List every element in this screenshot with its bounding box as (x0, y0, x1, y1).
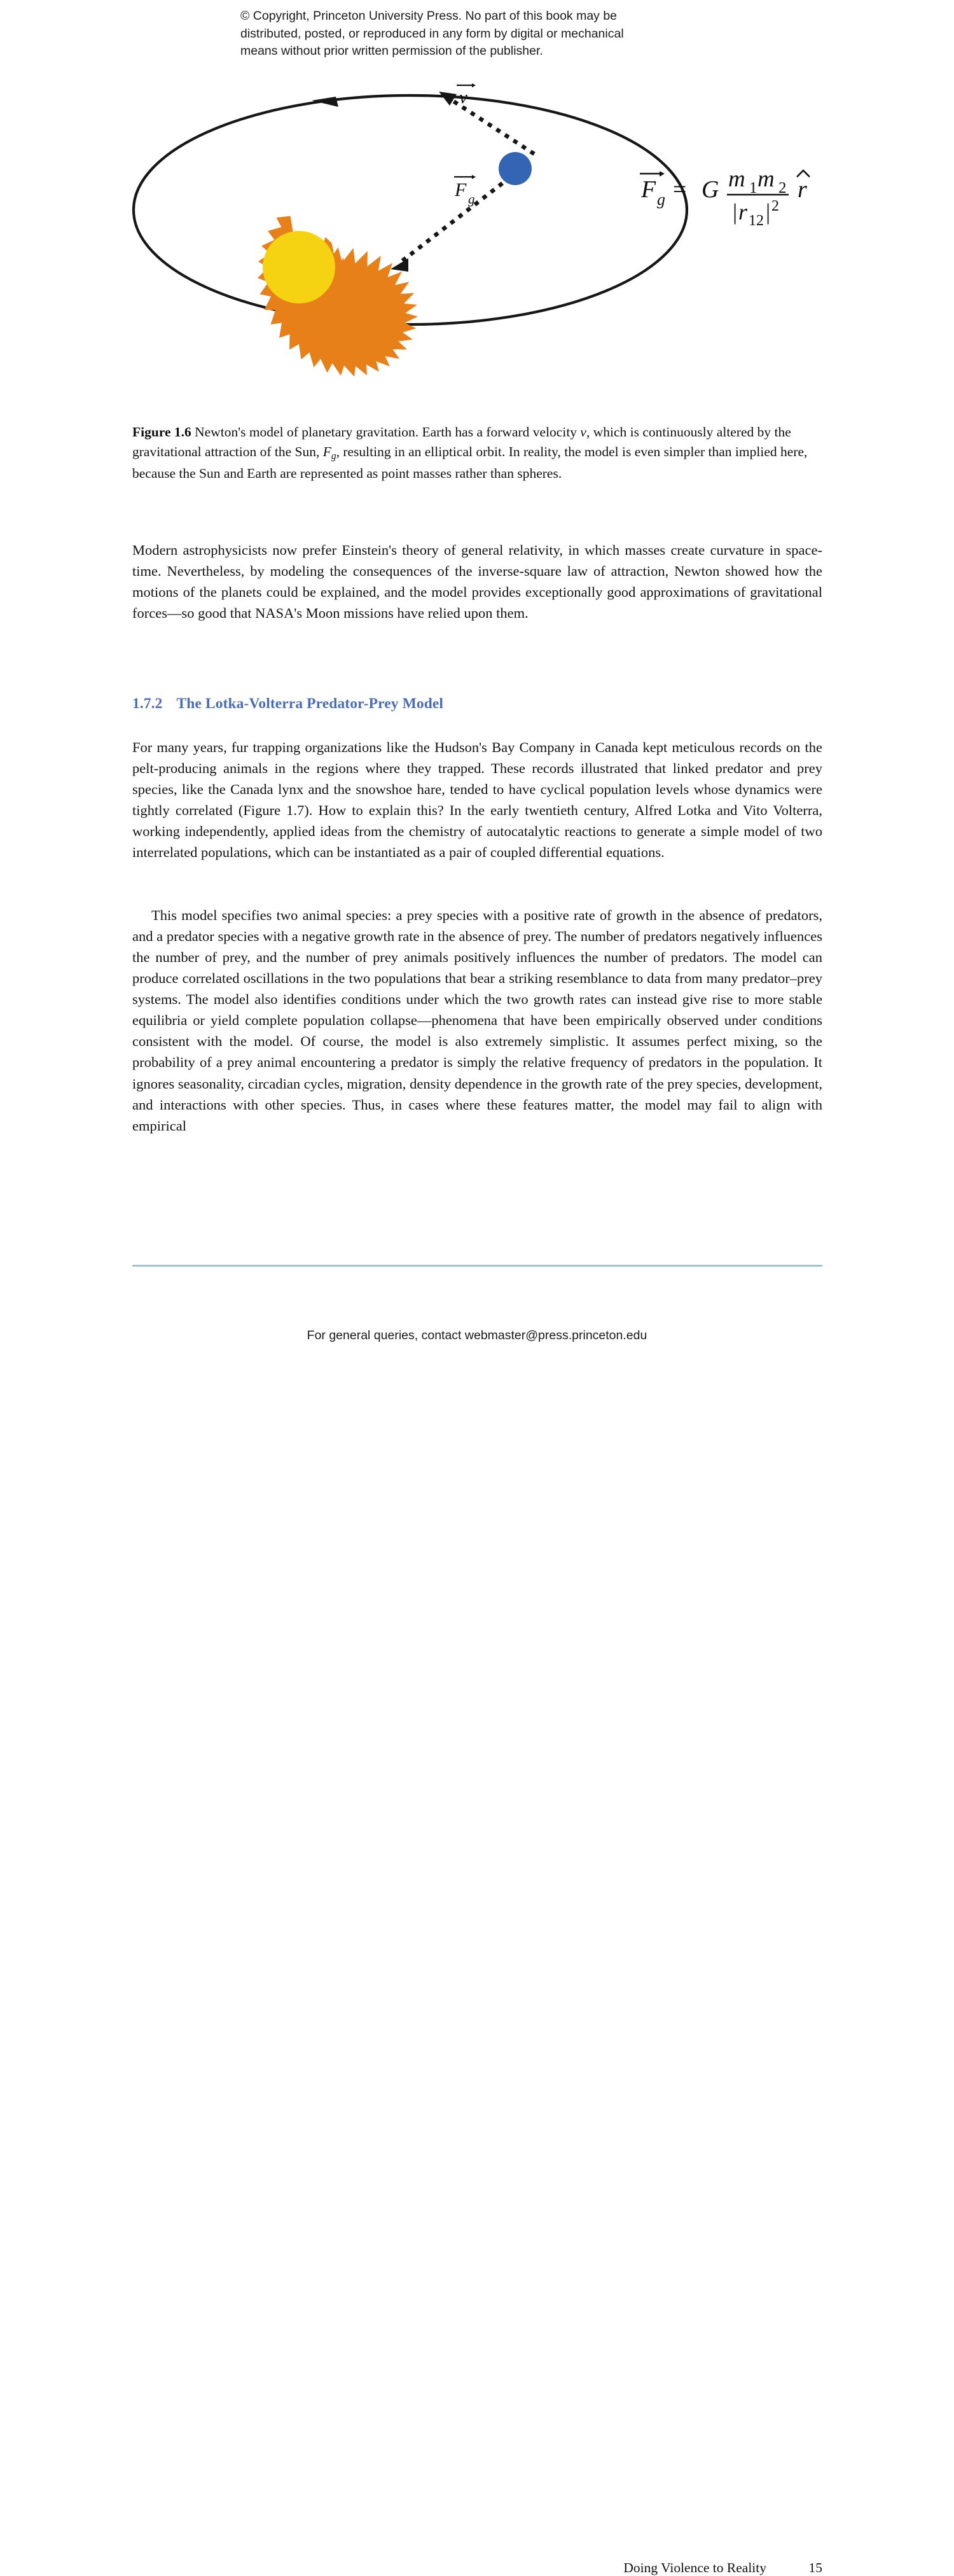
sun-core (263, 231, 335, 303)
svg-text:F: F (641, 176, 656, 203)
svg-text:G: G (702, 176, 719, 203)
svg-text:m: m (728, 166, 745, 192)
svg-text:2: 2 (771, 198, 779, 214)
paragraph-fur-trapping: For many years, fur trapping organizations like the Hudson's Bay Company in Canada kept meticulous records on the pelt-producing animals in the regions where they trapped. These records illustrated that linked predator and prey species, like the Canada lynx and the snowshoe hare, tended to have cyclical population levels whose dynamics were tightly correlated (Figure 1.7). How to explain this? In the early twentieth century, Alfred Lotka and Vito Volterra, working independently, applied ideas from the chemistry of autocatalytic reactions to generate a simple model of two interrelated populations, which can be instantiated as a pair of coupled differential equations. (132, 739, 822, 861)
svg-text:r: r (798, 176, 807, 203)
footer-rule (132, 1265, 822, 1267)
copyright-notice (240, 8, 724, 60)
svg-text:g: g (468, 191, 475, 207)
planetary-gravitation-diagram (121, 83, 846, 414)
svg-text:=: = (673, 176, 687, 203)
section-heading (132, 695, 443, 713)
svg-text:r: r (738, 199, 748, 225)
paragraph-model-specifies: This model specifies two animal species: a prey species with a positive rate of growth in the absence of predators, and a predator species with a negative growth rate in the absence of prey. The number of predators negatively influences the number of prey, and the number of prey animals positively influences the number of predators. The model can produce correlated oscillations in the two populations that bear a striking resemblance to data from many predator–prey systems. The model also identifies conditions under which the two growth rates can instead give rise to more stable equilibria or yield complete population collapse—phenomena that have been empirically observed under conditions consistent with the model. Of course, the model is also extremely simplistic. It assumes perfect mixing, so the probability of a prey animal encountering a predator is simply the relative frequency of predators in the population. It ignores seasonality, circadian cycles, migration, density dependence in the growth rate of the prey species, development, and interactions with other species. Thus, in cases where these features matter, the model may fail to align with empirical (132, 907, 822, 1134)
gravitation-equation (640, 166, 810, 229)
figure-caption-label: Figure 1.6 (132, 424, 191, 440)
figure-caption-body: Newton's model of planetary gravitation. Earth has a forward velocity v, which is continuously altered by the gravitational attraction of the Sun, $F_g$, resulting in an elliptical orbit. In reality, the model is even simpler than implied here, because the Sun and Earth are represented as point masses rather than spheres. (132, 424, 808, 481)
svg-text:|: | (766, 199, 771, 225)
copyright-line-3: means without prior written permission of the publisher. (240, 44, 543, 59)
velocity-label (457, 83, 476, 108)
svg-text:1: 1 (749, 179, 757, 197)
velocity-label-text: v (459, 87, 467, 108)
footer-chapter-title: Doing Violence to Reality (623, 2560, 766, 2575)
footer-page-number: 15 (808, 2560, 822, 2575)
svg-text:|: | (733, 199, 738, 225)
paragraph-astrophysics: Modern astrophysicists now prefer Einstein's theory of general relativity, in which masses create curvature in space-time. Nevertheless, by modeling the consequences of the inverse-square law of attraction, Newton showed how the motions of the planets could be explained, and the model provides exceptionally good approximations of gravitational forces—so good that NASA's Moon missions have relied upon them. (132, 542, 822, 622)
sun-icon (258, 216, 418, 377)
figure-1-6-illustration (121, 83, 846, 414)
bottom-queries-note: For general queries, contact webmaster@press.princeton.edu (307, 1328, 647, 1342)
svg-text:F: F (455, 179, 467, 200)
svg-text:m: m (757, 166, 775, 192)
svg-text:12: 12 (749, 212, 764, 229)
gravity-force-vector (391, 183, 502, 272)
section-title: The Lotka-Volterra Predator-Prey Model (176, 695, 444, 712)
svg-text:2: 2 (778, 179, 787, 197)
force-label (454, 175, 476, 207)
figure-caption (132, 422, 822, 484)
earth-planet (499, 152, 532, 185)
orbit-ellipse (134, 95, 687, 324)
copyright-line-2: distributed, posted, or reproduced in any form by digital or mechanical (240, 26, 624, 41)
copyright-line-1: © Copyright, Princeton University Press. No part of this book may be (240, 9, 618, 23)
section-number: 1.7.2 (132, 695, 163, 712)
svg-text:g: g (657, 190, 665, 209)
